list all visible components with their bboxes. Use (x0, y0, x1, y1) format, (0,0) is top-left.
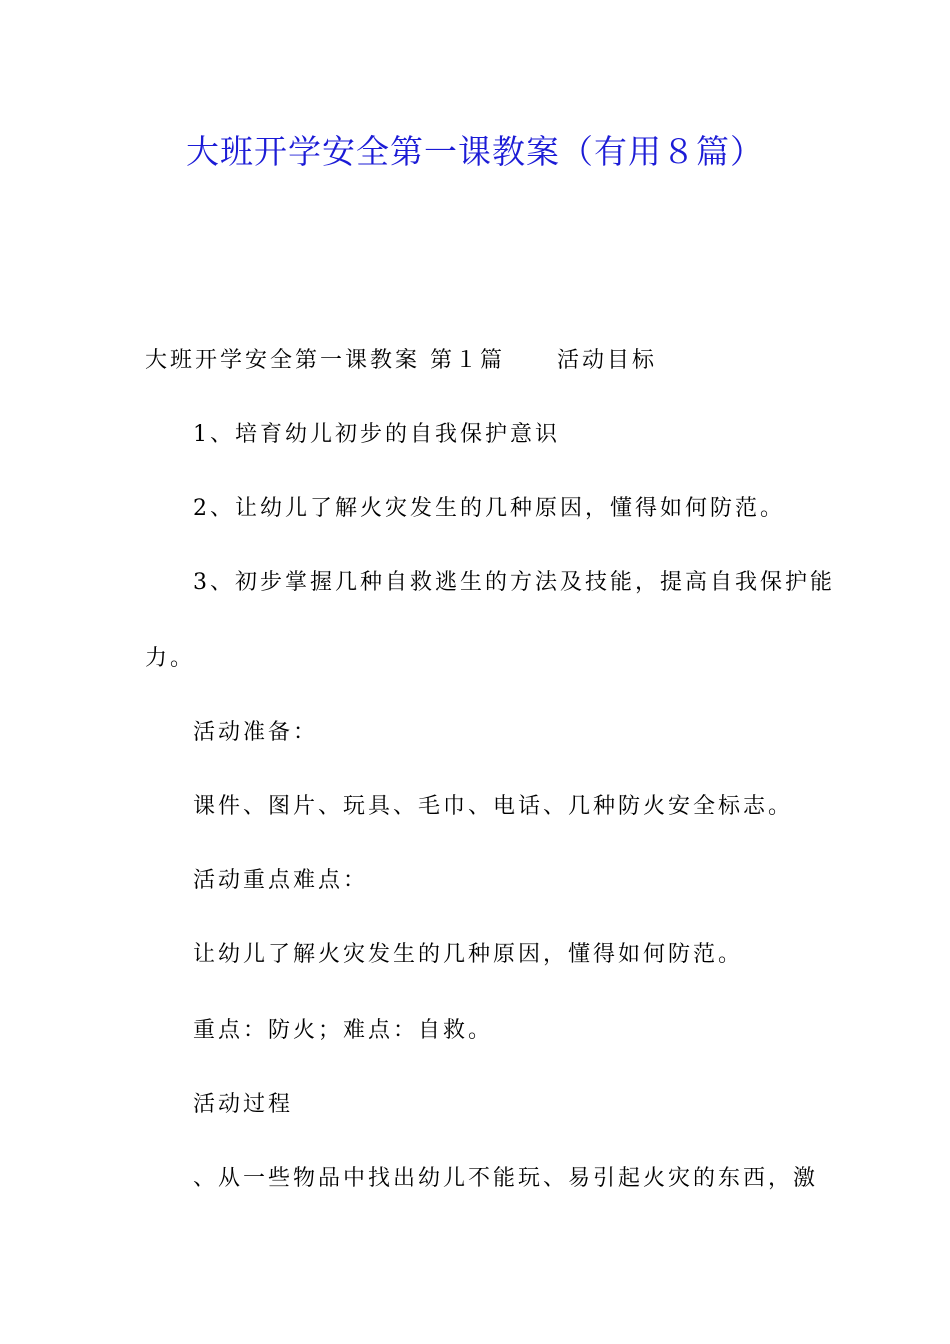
document-title: 大班开学安全第一课教案（有用８篇） (186, 132, 764, 171)
paragraph-line: 、从一些物品中找出幼儿不能玩、易引起火灾的东西，激 (193, 1166, 819, 1191)
paragraph-line: 重点：防火；难点：自救。 (193, 1018, 494, 1043)
paragraph-line: 课件、图片、玩具、毛巾、电话、几种防火安全标志。 (193, 794, 794, 819)
paragraph-line: 活动重点难点： (193, 868, 369, 893)
paragraph-line: 1、培育幼儿初步的自我保护意识 (193, 422, 560, 447)
paragraph-line: 让幼儿了解火灾发生的几种原因，懂得如何防范。 (193, 942, 744, 967)
section-heading-line (145, 346, 657, 376)
paragraph-line: 活动准备： (193, 720, 319, 745)
paragraph-line: 2、让幼儿了解火灾发生的几种原因，懂得如何防范。 (193, 496, 785, 521)
activity-goal-label: 活动目标 (557, 348, 658, 373)
paragraph-line: 活动过程 (193, 1092, 294, 1117)
paragraph-line: 3、初步掌握几种自救逃生的方法及技能，提高自我保护能 (193, 570, 835, 595)
paragraph-line: 力。 (145, 646, 196, 671)
section-heading: 大班开学安全第一课教案 第１篇 (145, 348, 505, 373)
